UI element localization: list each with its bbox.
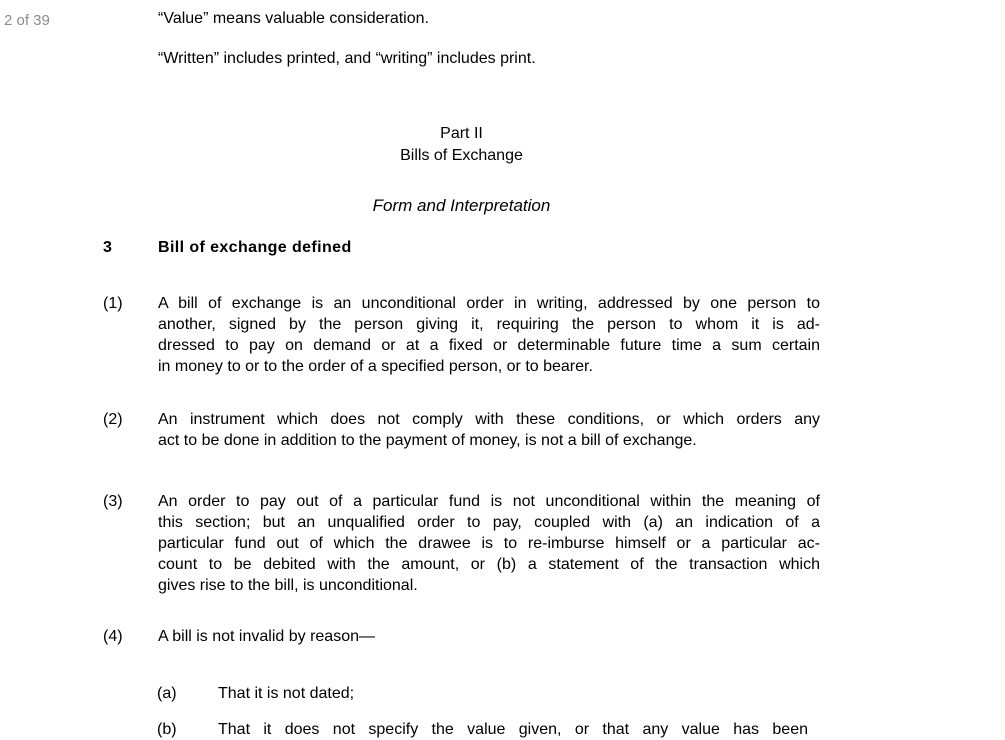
subsection-text	[158, 409, 820, 451]
subsection-1	[103, 293, 820, 377]
part-heading	[103, 123, 820, 167]
subsection-4	[103, 626, 820, 647]
subsection-number: (1)	[103, 295, 123, 312]
text-line: A bill of exchange is an unconditional order in writing, addressed by one person to	[158, 295, 820, 312]
subitem-text: That it does not specify the value given, or that any value has been	[218, 721, 808, 738]
definition-value: “Value” means valuable consideration.	[158, 10, 429, 27]
definition-written: “Written” includes printed, and “writing” includes print.	[158, 50, 536, 67]
section-heading	[103, 237, 820, 258]
text-line: An instrument which does not comply with these conditions, or which orders any	[158, 411, 820, 428]
subsection-number: (3)	[103, 493, 123, 510]
text-line: An order to pay out of a particular fund is not unconditional within the meaning of	[158, 493, 820, 510]
text-line: dressed to pay on demand or at a fixed or determinable future time a sum certain	[158, 337, 820, 354]
text-line: this section; but an unqualified order to pay, coupled with (a) an indication of a	[158, 514, 820, 531]
part-heading-title: Bills of Exchange	[400, 147, 523, 164]
subsection-text	[158, 626, 820, 647]
subitem-a	[103, 683, 820, 704]
text-line: act to be done in addition to the payment of money, is not a bill of exchange.	[158, 432, 697, 449]
subsection-3	[103, 491, 820, 596]
subsection-text	[158, 491, 820, 596]
text-line: gives rise to the bill, is unconditional.	[158, 577, 418, 594]
subsection-text	[158, 293, 820, 377]
subheading-form-and-interpretation: Form and Interpretation	[372, 196, 551, 215]
subitem-text: That it is not dated;	[218, 685, 355, 702]
part-heading-number: Part II	[440, 125, 483, 142]
subitem-label: (a)	[157, 685, 177, 702]
text-line: in money to or to the order of a specified person, or to bearer.	[158, 358, 593, 375]
text-line: particular fund out of which the drawee is to re-imburse himself or a particular ac-	[158, 535, 820, 552]
subsection-number: (4)	[103, 628, 123, 645]
text-line: count to be debited with the amount, or (b) a statement of the transaction which	[158, 556, 820, 573]
section-title: Bill of exchange defined	[158, 239, 352, 256]
text-line: A bill is not invalid by reason—	[158, 628, 375, 645]
subsection-2	[103, 409, 820, 451]
page-indicator: 2 of 39	[4, 12, 50, 29]
text-line: another, signed by the person giving it, requiring the person to whom it is ad-	[158, 316, 820, 333]
subsection-number: (2)	[103, 411, 123, 428]
section-number: 3	[103, 239, 113, 256]
subitem-label: (b)	[157, 721, 177, 738]
